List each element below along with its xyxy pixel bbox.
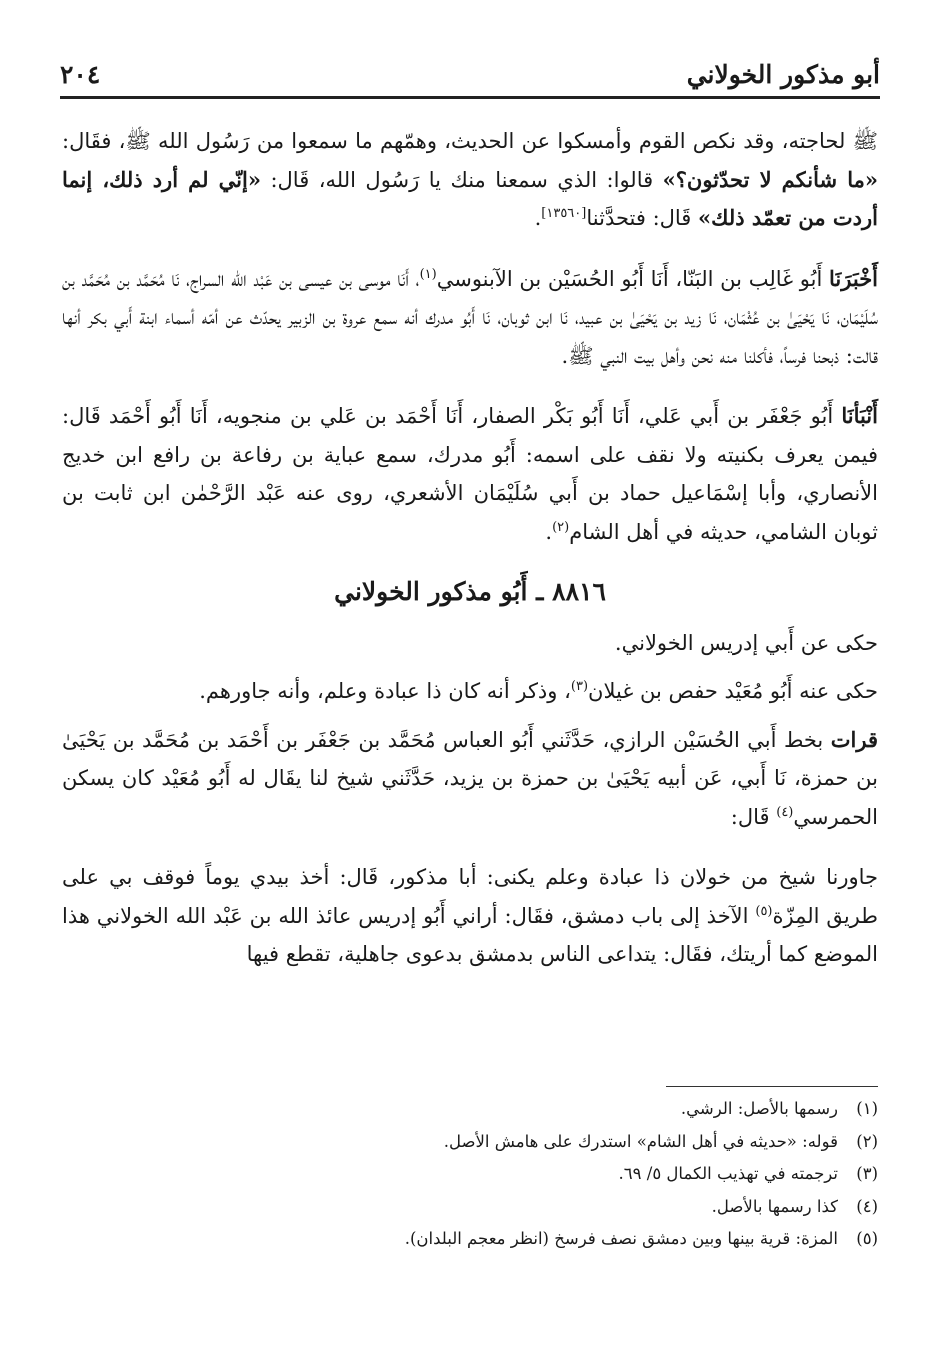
running-title: أبو مذكور الخولاني — [686, 60, 880, 89]
footnotes-list — [62, 1093, 878, 1256]
footnote-number: (٥) — [856, 1229, 878, 1248]
paragraph-akhbarana — [62, 260, 878, 376]
paragraph-narrated-from — [62, 624, 878, 663]
paragraph-text: أَبُو غَالِب بن البَنّا، أَنَا أَبُو الحُسَيْن بن الآبنوسي — [436, 266, 830, 291]
footnote-number: (٢) — [856, 1131, 878, 1151]
paragraph-qarat — [62, 721, 878, 837]
footnote-text: قوله: «حديثه في أهل الشام» استدرك على هامش الأصل. — [443, 1131, 838, 1151]
entry-heading: ٨٨١٦ ـ أَبُو مذكور الخولاني — [334, 577, 606, 606]
paragraph-text: قالوا: الذي سمعنا منك يا رَسُول الله، قَال: — [260, 167, 663, 192]
footnote-marker: (٢) — [552, 519, 570, 535]
paragraph-text: بخط أَبي الحُسَيْن الرازي، حَدَّثَني أَبُو العباس مُحَمَّد بن جَعْفَر بن أَحْمَد بن مُحَمَّد بن يَحْيَىٰ بن حمزة، نَا أَبي، عَن أبيه يَحْيَىٰ بن حمزة بن يزيد، حَدَّثَني شيخ لنا يقَال له أَبُو مُعَيْد كان يسكن الحمرسي — [62, 727, 878, 829]
paragraph-text: ، أَنَا موسى بن عيسى بن عَبْد الله السراج، نَا مُحَمَّد بن مُحَمَّد بن سُلَيْمَان، نَا يَحْيَىٰ بن عُثْمَان، نَا زيد بن يَحْيَىٰ بن عبيد، نَا ابن ثوبان، نَا أَبُو مدرك أنه سمع عروة بن الزبير يحدّث عن أمّه أسماء ابنة أَبي بكر أنها قالت: ذبحنا فرساً، فأكلنا منه نحن وأهل بيت النبي ﷺ. — [62, 266, 878, 368]
paragraph-lead-word: قرات — [830, 726, 878, 752]
paragraph-text: قَال: — [730, 804, 777, 829]
paragraph-lead-word: أَخْبَرَنَا — [829, 265, 879, 291]
paragraph-narrated-by — [62, 672, 878, 711]
footnote-text: كذا رسمها بالأصل. — [711, 1196, 838, 1216]
paragraph-text: ﷺ لحاجته، وقد نكص القوم وأمسكوا عن الحديث، وهمّهم ما سمعوا من رَسُول الله ﷺ، فقَال: — [62, 129, 878, 153]
paragraph-jawarana — [62, 858, 878, 974]
prophet-quote: «إنّي لم أرد ذلك، إنما أردت من تعمّد ذلك» — [62, 166, 878, 230]
paragraph-end: . — [534, 206, 542, 230]
footnote-item — [62, 1223, 878, 1256]
footnote-item — [62, 1191, 878, 1224]
footnote-divider — [666, 1086, 878, 1087]
footnote-item — [62, 1093, 878, 1126]
paragraph-text: حكى عنه أَبُو مُعَيْد حفص بن غيلان — [588, 679, 878, 703]
paragraph-text: قَال: فتحدَّثنا — [586, 206, 699, 230]
footnote-marker: (٥) — [755, 903, 773, 919]
footnote-marker: (٣) — [570, 679, 589, 694]
footnote-number: (١) — [856, 1099, 878, 1118]
paragraph-text: جاورنا شيخ من خولان ذا عبادة وعلم يكنى: أبا مذكور، قَال: أخذ بيدي يوماً فوقف بي على طريق المِزّة — [62, 865, 878, 928]
paragraph-text: حكى عن أَبي إدريس الخولاني. — [614, 630, 878, 655]
paragraph-text: الآخذ إلى باب دمشق، فقَال: أراني أَبُو إدريس عائذ الله بن عَبْد الله الخولاني هذا الموضع كما أريتك، فقَال: يتداعى الناس بدمشق بدعوى جاهلية، تقطع فيها — [62, 903, 878, 966]
prophet-quote: «ما شأنكم لا تحدّثون؟» — [662, 166, 878, 192]
footnote-text: ترجمته في تهذيب الكمال ٥/ ٦٩. — [618, 1164, 838, 1183]
footnote-number: (٣) — [856, 1164, 878, 1183]
hadith-reference-number: [١٣٥٦٠] — [541, 206, 587, 221]
paragraph-lead-word: أَنْبَأنَا — [841, 403, 878, 428]
body-text — [62, 122, 878, 996]
footnote-item — [62, 1158, 878, 1191]
footnote-text: رسمها بالأصل: الرشي. — [680, 1099, 838, 1118]
paragraph-text: أَبُو جَعْفَر بن أَبي عَلي، أَنَا أَبُو بَكْر الصفار، أَنَا أَحْمَد بن عَلي بن منجويه، أَنَا أَبُو أَحْمَد قَال: فيمن يعرف بكنيته ولا نقف على اسمه: أَبُو مدرك، سمع عباية بن رفاعة بن رافع ابن خديج الأنصاري، وأبا إسْمَاعيل حماد بن أَبي سُلَيْمَان الأشعري، روى عنه عَبْد الرَّحْمٰن ابن ثابت بن ثوبان الشامي، حديثه في أهل الشام — [62, 404, 878, 544]
page-number: ٢٠٤ — [60, 60, 101, 89]
footnote-text: المزة: قرية بينها وبين دمشق نصف فرسخ (انظر معجم البلدان). — [404, 1229, 838, 1248]
paragraph-hadith-continuation — [62, 122, 878, 238]
footnote-marker: (١) — [419, 266, 437, 282]
running-header — [60, 56, 880, 99]
paragraph-end: . — [545, 519, 553, 544]
footnote-marker: (٤) — [776, 804, 794, 820]
footnote-item — [62, 1126, 878, 1159]
paragraph-text: ، وذكر أنه كان ذا عبادة وعلم، وأنه جاورهم. — [199, 679, 571, 703]
paragraph-anbaana — [62, 397, 878, 551]
footnote-number: (٤) — [856, 1196, 878, 1216]
